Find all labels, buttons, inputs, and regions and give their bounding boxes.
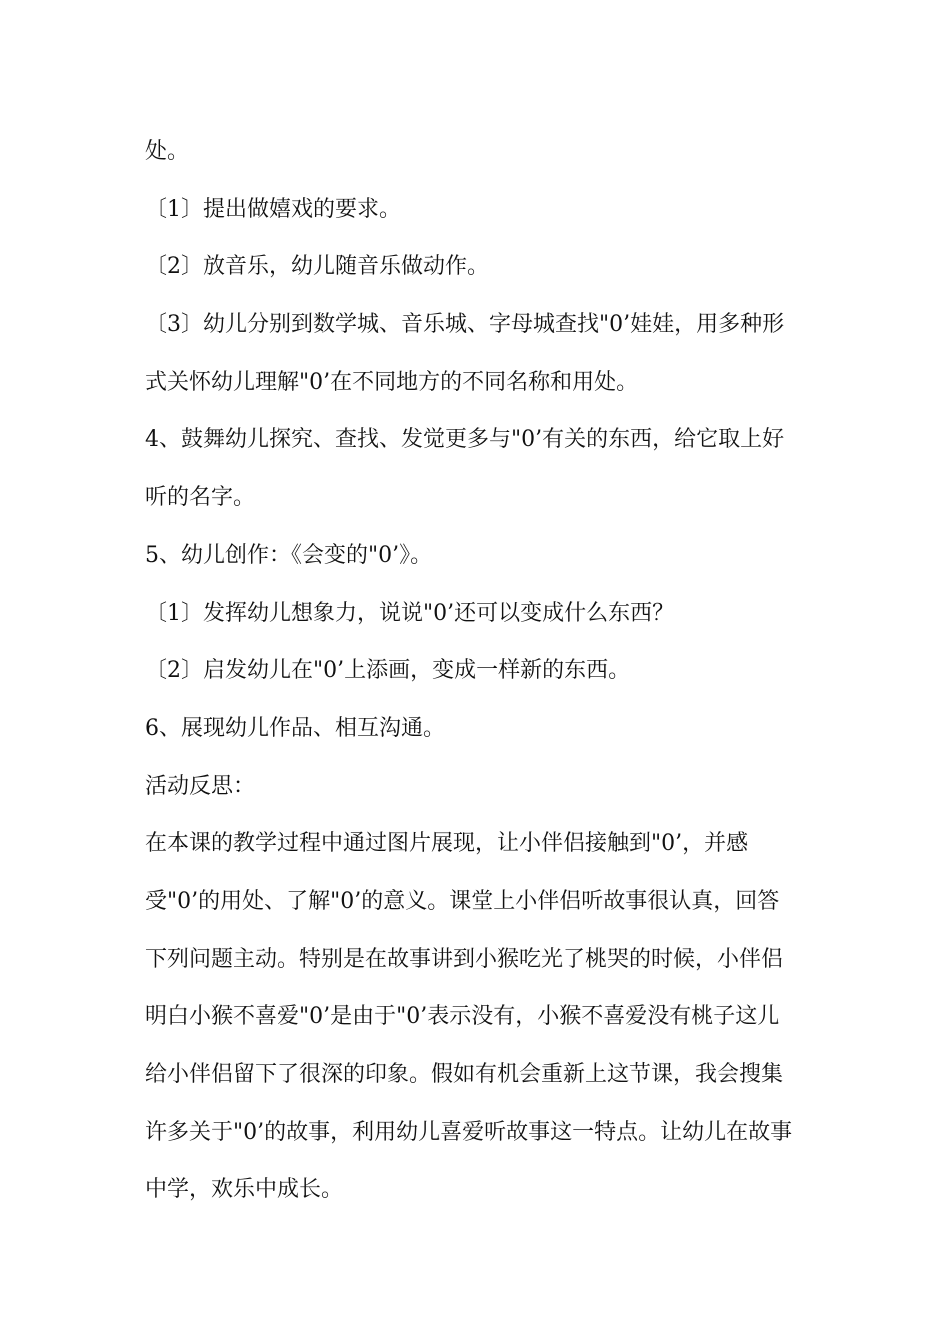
text-line: 6、展现幼儿作品、相互沟通。 (145, 715, 445, 741)
text-line: 〔3〕幼儿分别到数学城、音乐城、字母城查找"0’娃娃，用多种形 (145, 312, 785, 338)
text-line: 〔2〕启发幼儿在"0’上添画，变成一样新的东西。 (145, 658, 631, 684)
text-line: 处。 (145, 139, 190, 164)
text-line: 听的名字。 (145, 485, 256, 511)
text-line: 许多关于"0’的故事，利用幼儿喜爱听故事这一特点。让幼儿在故事 (145, 1119, 793, 1145)
text-line: 在本课的教学过程中通过图片展现，让小伴侣接触到"0’，并感 (145, 831, 749, 857)
text-line: 下列问题主动。特别是在故事讲到小猴吃光了桃哭的时候，小伴侣 (145, 946, 784, 972)
text-line: 给小伴侣留下了很深的印象。假如有机会重新上这节课，我会搜集 (145, 1062, 784, 1087)
text-line: 〔2〕放音乐，幼儿随音乐做动作。 (145, 254, 489, 280)
text-line: 中学，欢乐中成长。 (145, 1177, 344, 1203)
text-line: 式关怀幼儿理解"0’在不同地方的不同名称和用处。 (145, 369, 639, 395)
text-line: 4、鼓舞幼儿探究、查找、发觉更多与"0’有关的东西，给它取上好 (145, 427, 785, 453)
text-line: 〔1〕提出做嬉戏的要求。 (145, 196, 401, 222)
text-line: 受"0’的用处、了解"0’的意义。课堂上小伴侣听故事很认真，回答 (145, 888, 780, 914)
text-line: 明白小猴不喜爱"0’是由于"0’表示没有，小猴不喜爱没有桃子这儿 (145, 1004, 780, 1030)
section-heading: 活动反思： (145, 773, 256, 799)
text-line: 5、幼儿创作：《会变的"0’》。 (145, 542, 433, 568)
text-line: 〔1〕发挥幼儿想象力，说说"0’还可以变成什么东西？ (145, 600, 675, 626)
document-body (145, 130, 815, 1226)
